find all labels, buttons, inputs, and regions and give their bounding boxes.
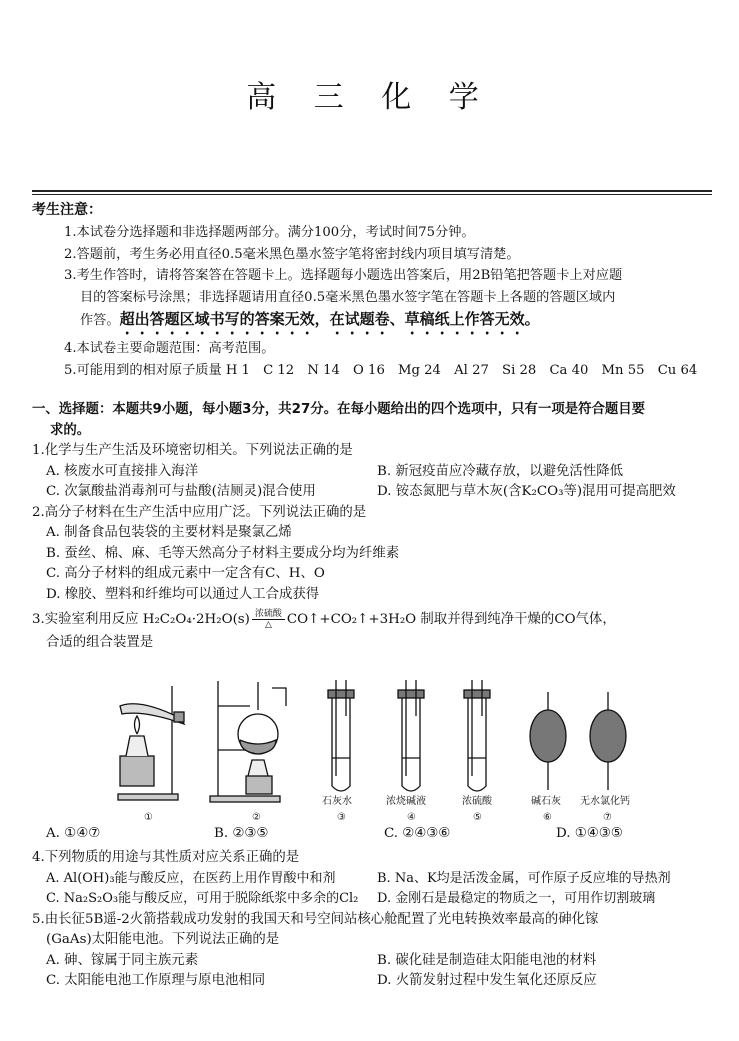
- q3-option-c: C. ②④③⑥: [384, 826, 451, 841]
- notice-emphasis: 超出答题区域书写的答案无效，在试题卷、草稿纸上作答无效。: [119, 309, 540, 328]
- apparatus-2-liquid-heating: [210, 681, 286, 802]
- q4-option-b: B. Na、K均是活泼金属，可作原子反应堆的导热剂: [377, 870, 671, 886]
- q1-option-a: A. 核废水可直接排入海洋: [46, 463, 199, 479]
- question-2: [32, 503, 722, 606]
- q3-option-d: D. ①④③⑤: [556, 826, 623, 841]
- notice-item-3-tail: 作答。: [80, 312, 120, 328]
- apparatus-4-test-tube: [398, 680, 424, 791]
- q3-stem-line2: 合适的组合装置是: [46, 634, 154, 650]
- question-1: [32, 441, 722, 503]
- questions-4-5: [32, 848, 722, 992]
- q3-option-a: A. ①④⑦: [46, 826, 101, 841]
- q3-option-b: B. ②③⑤: [214, 826, 269, 841]
- reaction-condition: [252, 609, 285, 630]
- q1-option-b: B. 新冠疫苗应冷藏存放，以避免活性降低: [377, 463, 623, 479]
- q3-stem-pre: 3.实验室利用反应 H₂C₂O₄·2H₂O(s): [32, 612, 250, 627]
- q3-stem-post: CO↑+CO₂↑+3H₂O 制取并得到纯净干燥的CO气体，: [286, 612, 616, 627]
- apparatus-6-drying-tube: [530, 692, 566, 790]
- q4-option-c: C. Na₂S₂O₃能与酸反应，可用于脱除纸浆中多余的Cl₂: [46, 891, 359, 906]
- q2-option-a: A. 制备食品包装袋的主要材料是聚氯乙烯: [46, 525, 292, 540]
- catalyst-label: 浓硫酸: [252, 609, 285, 620]
- q1-option-d: D. 铵态氮肥与草木灰(含K₂CO₃等)混用可提高肥效: [377, 484, 676, 499]
- q4-option-d: D. 金刚石是最稳定的物质之一，可用作切割玻璃: [377, 891, 656, 906]
- q5-option-c: C. 太阳能电池工作原理与原电池相同: [46, 973, 266, 988]
- apparatus-figure: [100, 676, 680, 826]
- heat-symbol: △: [264, 620, 272, 630]
- reagent-label-3: 石灰水: [322, 796, 352, 807]
- apparatus-5-test-tube: [464, 680, 490, 791]
- q5-option-b: B. 碳化硅是制造硅太阳能电池的材料: [377, 952, 597, 968]
- question-5: [32, 910, 722, 992]
- question-4: [32, 848, 722, 910]
- q2-option-c: C. 高分子材料的组成元素中一定含有C、H、O: [46, 566, 325, 581]
- q1-option-c: C. 次氯酸盐消毒剂可与盐酸(洁厕灵)混合使用: [46, 484, 316, 499]
- notice-item-4: 4.本试卷主要命题范围：高考范围。: [64, 340, 275, 356]
- reagent-label-7: 无水氯化钙: [580, 796, 630, 807]
- apparatus-num-4: ④: [407, 812, 416, 823]
- apparatus-num-7: ⑦: [603, 812, 612, 823]
- question-3: [32, 609, 722, 653]
- exam-notice: [32, 200, 722, 382]
- header-rule-thin: [32, 194, 712, 195]
- q5-option-d: D. 火箭发射过程中发生氧化还原反应: [377, 973, 597, 988]
- q5-option-a: A. 砷、镓属于同主族元素: [46, 952, 199, 968]
- question-2-stem: 2.高分子材料在生产生活中应用广泛。下列说法正确的是: [32, 504, 367, 520]
- notice-heading: 考生注意：: [32, 202, 102, 218]
- apparatus-num-1: ①: [144, 812, 153, 823]
- question-5-stem-2: (GaAs)太阳能电池。下列说法正确的是: [46, 932, 280, 947]
- q2-option-d: D. 橡胶、塑料和纤维均可以通过人工合成获得: [46, 586, 320, 602]
- reagent-label-5: 浓硫酸: [462, 796, 492, 807]
- notice-item-3-end: [32, 309, 722, 338]
- q3-options: [46, 826, 706, 841]
- apparatus-1-solid-heating: [118, 686, 184, 800]
- reagent-label-4: 浓烧碱液: [386, 796, 426, 807]
- section-heading: 一、选择题：本题共9小题，每小题3分，共27分。在每小题给出的四个选项中，只有一项是符合题目要: [32, 402, 646, 417]
- question-4-stem: 4.下列物质的用途与其性质对应关系正确的是: [32, 850, 300, 865]
- page-title: 高 三 化 学: [246, 80, 493, 115]
- section-choice: [32, 400, 722, 653]
- apparatus-7-drying-tube: [590, 692, 626, 790]
- apparatus-3-test-tube: [328, 680, 354, 791]
- notice-item-1: 1.本试卷分选择题和非选择题两部分。满分100分，考试时间75分钟。: [64, 224, 475, 240]
- q2-option-b: B. 蚕丝、棉、麻、毛等天然高分子材料主要成分均为纤维素: [46, 545, 400, 561]
- section-heading-cont: 求的。: [50, 422, 91, 438]
- notice-item-2: 2.答题前，考生务必用直径0.5毫米黑色墨水签字笔将密封线内项目填写清楚。: [64, 246, 520, 262]
- notice-item-3-cont: 目的答案标号涂黑；非选择题请用直径0.5毫米黑色墨水签字笔在答题卡上各题的答题区域内: [80, 290, 616, 306]
- apparatus-num-3: ③: [337, 812, 346, 823]
- apparatus-num-2: ②: [252, 812, 261, 823]
- reagent-label-6: 碱石灰: [531, 796, 561, 807]
- q4-option-a: A. Al(OH)₃能与酸反应，在医药上用作胃酸中和剂: [46, 870, 336, 886]
- apparatus-num-5: ⑤: [473, 812, 482, 823]
- question-1-stem: 1.化学与生产生活及环境密切相关。下列说法正确的是: [32, 443, 353, 458]
- apparatus-num-6: ⑥: [543, 812, 552, 823]
- header-rule-thick: [32, 190, 712, 192]
- notice-item-3: 3.考生作答时，请将答案答在答题卡上。选择题每小题选出答案后，用2B铅笔把答题卡上对应题: [64, 268, 623, 284]
- notice-item-5: 5.可能用到的相对原子质量 H 1 C 12 N 14 O 16 Mg 24 Al 27 Si 28 Ca 40 Mn 55 Cu 64: [64, 362, 698, 378]
- question-5-stem-1: 5.由长征5B遥-2火箭搭载成功发射的我国天和号空间站核心舱配置了光电转换效率最高的砷化镓: [32, 911, 599, 927]
- question-3-stem: [32, 609, 722, 631]
